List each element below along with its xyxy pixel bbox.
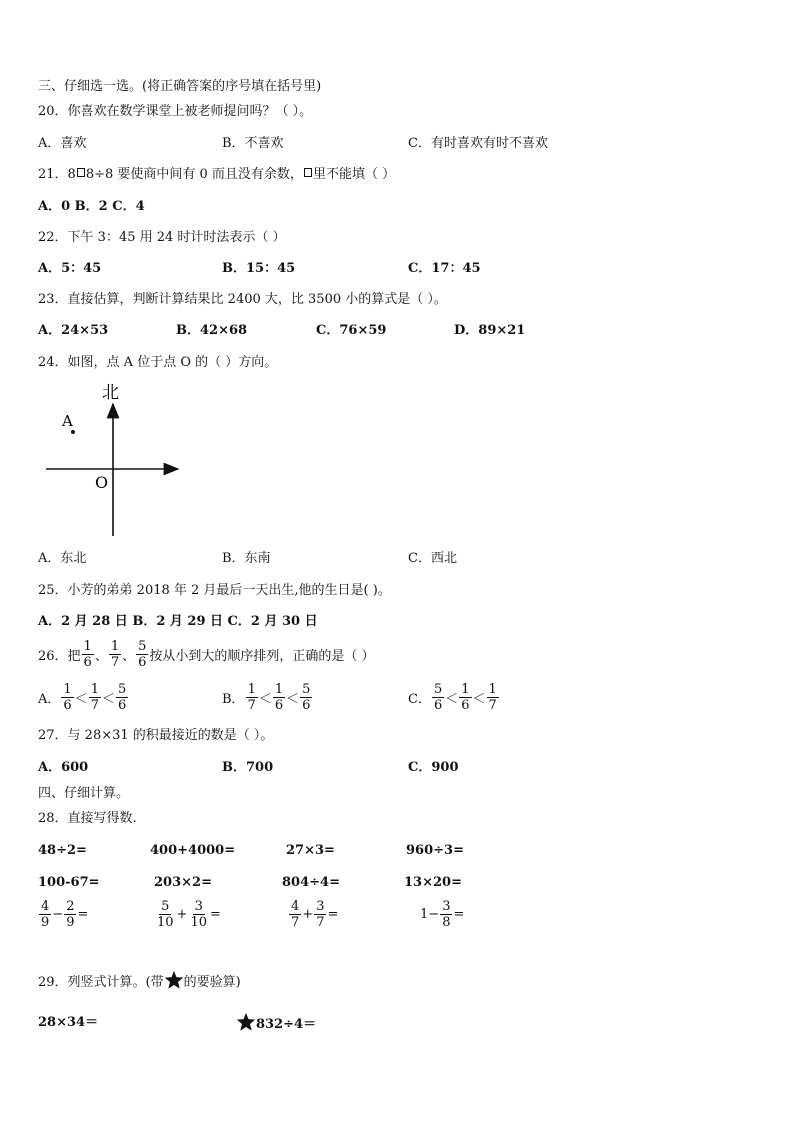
q21-stem-mid: 8÷8 要使商中间有 0 而且没有余数，: [85, 167, 303, 182]
fraction: $\frac{2}{9}$: [66, 899, 75, 930]
plus-sign: +: [302, 907, 314, 922]
option-label: B．: [222, 692, 245, 707]
fraction: $\frac{4}{9}$: [41, 899, 50, 930]
q29-stem: [38, 970, 241, 990]
q23-stem: 23．直接估算，判断计算结果比 2400 大，比 3500 小的算式是（ ）。: [38, 292, 447, 307]
q21-options: A．0 B．2 C．4: [38, 199, 145, 214]
minus-sign: −: [52, 907, 64, 922]
q22-option-b: B．15：45: [222, 261, 296, 276]
fraction: $\frac{5}{6}$: [302, 682, 311, 713]
q22-option-c: C．17：45: [408, 261, 481, 276]
q23-option-d: D．89×21: [454, 323, 526, 338]
fraction: $\frac{5}{10}$: [157, 899, 174, 930]
less-than: ＜: [258, 692, 272, 707]
less-than: ＜: [445, 692, 459, 707]
fraction: $\frac{3}{7}$: [316, 899, 325, 930]
fraction: $\frac{5}{6}$: [138, 639, 147, 670]
equals-sign: =: [453, 907, 465, 922]
q28-item: 27×3=: [286, 843, 335, 858]
q24-stem: 24．如图，点 A 位于点 O 的（ ）方向。: [38, 355, 278, 370]
q28-stem: 28．直接写得数.: [38, 811, 137, 826]
less-than: ＜: [286, 692, 300, 707]
q27-stem: 27．与 28×31 的积最接近的数是（ ）。: [38, 728, 274, 743]
q22-option-a: A．5：45: [38, 261, 102, 276]
q26-stem: [38, 639, 375, 670]
q20-option-b: B．不喜欢: [222, 136, 284, 151]
blank-box-icon: [304, 168, 312, 177]
minus-sign: −: [428, 907, 440, 922]
q23-option-b: B．42×68: [176, 323, 248, 338]
less-than: ＜: [101, 692, 115, 707]
q27-option-b: B．700: [222, 760, 274, 775]
q23-option-a: A．24×53: [38, 323, 109, 338]
fraction: $\frac{4}{7}$: [291, 899, 300, 930]
q27-option-c: C．900: [408, 760, 459, 775]
fraction: $\frac{1}{7}$: [247, 682, 256, 713]
q27-option-a: A．600: [38, 760, 89, 775]
plus-sign: +: [176, 907, 188, 922]
option-label: C．: [408, 692, 431, 707]
star-icon: [164, 970, 184, 990]
q29-stem-pre: 29．列竖式计算。(带: [38, 974, 164, 990]
q29-expression-1: 28×34＝: [38, 1015, 99, 1030]
fraction: $\frac{1}{6}$: [461, 682, 470, 713]
q28-fraction-item: [38, 899, 88, 930]
q25-options: A．2 月 28 日 B．2 月 29 日 C．2 月 30 日: [38, 614, 318, 629]
q28-fraction-item: [154, 899, 221, 930]
north-label: 北: [102, 383, 119, 403]
section4-heading: 四、仔细计算。: [38, 786, 130, 801]
q25-stem: 25．小芳的弟弟 2018 年 2 月最后一天出生,他的生日是( )。: [38, 583, 391, 598]
q28-fraction-item: [288, 899, 338, 930]
fraction: $\frac{5}{6}$: [433, 682, 443, 713]
fraction: $\frac{1}{6}$: [63, 682, 72, 713]
fraction: $\frac{1}{6}$: [83, 639, 92, 670]
one: 1: [420, 907, 429, 922]
q28-item: 13×20=: [404, 875, 462, 890]
equals-sign: =: [77, 907, 89, 922]
q24-option-a: A．东北: [38, 551, 87, 566]
q23-option-c: C．76×59: [316, 323, 387, 338]
q28-item: 400+4000=: [150, 843, 236, 858]
q26-option-b: [222, 682, 313, 713]
point-a-dot: [71, 430, 75, 434]
fraction: $\frac{1}{6}$: [274, 682, 284, 713]
point-a-label: A: [62, 412, 73, 430]
q28-fraction-item: [420, 899, 464, 930]
less-than: ＜: [472, 692, 486, 707]
q28-item: 804÷4=: [282, 875, 340, 890]
q24-option-b: B．东南: [222, 551, 271, 566]
separator: 、: [122, 649, 136, 664]
star-icon: [236, 1012, 256, 1032]
q26-stem-post: 按从小到大的顺序排列，正确的是（ ）: [149, 649, 375, 664]
equals-sign: =: [210, 907, 221, 922]
q24-option-c: C．西北: [408, 551, 457, 566]
fraction: $\frac{5}{6}$: [117, 682, 127, 713]
separator: 、: [94, 649, 108, 664]
q29-expression-2-text: 832÷4＝: [256, 1016, 317, 1032]
section3-heading: 三、仔细选一选。(将正确答案的序号填在括号里): [38, 79, 322, 94]
q20-option-a: A．喜欢: [38, 136, 87, 151]
origin-label: O: [95, 473, 109, 492]
fraction: $\frac{3}{10}$: [190, 899, 207, 930]
fraction: $\frac{1}{7}$: [90, 682, 99, 713]
blank-box-icon: [77, 168, 85, 177]
q26-option-a: [38, 682, 129, 713]
q26-stem-pre: 26．把: [38, 649, 81, 664]
q28-item: 960÷3=: [406, 843, 464, 858]
equals-sign: =: [327, 907, 339, 922]
q20-option-c: C．有时喜欢有时不喜欢: [408, 136, 548, 151]
q20-stem: 20．你喜欢在数学课堂上被老师提问吗？（ ）。: [38, 104, 313, 119]
q28-item: 203×2=: [154, 875, 212, 890]
q22-stem: 22．下午 3：45 用 24 时计时法表示（ ）: [38, 230, 286, 245]
less-than: ＜: [74, 692, 88, 707]
fraction: $\frac{1}{7}$: [110, 639, 120, 670]
q21-stem: [38, 167, 395, 183]
q21-stem-pre: 21．8: [38, 167, 76, 182]
fraction: $\frac{3}{8}$: [442, 899, 451, 930]
q26-option-c: [408, 682, 500, 713]
q29-expression-2: [236, 1012, 316, 1032]
q29-stem-post: 的要验算): [183, 974, 241, 990]
fraction: $\frac{1}{7}$: [488, 682, 497, 713]
q21-stem-post: 里不能填（ ）: [312, 167, 396, 182]
q24-direction-diagram: [40, 378, 190, 540]
option-label: A．: [38, 692, 61, 707]
q28-item: 100-67=: [38, 875, 100, 890]
q28-item: 48÷2=: [38, 843, 87, 858]
